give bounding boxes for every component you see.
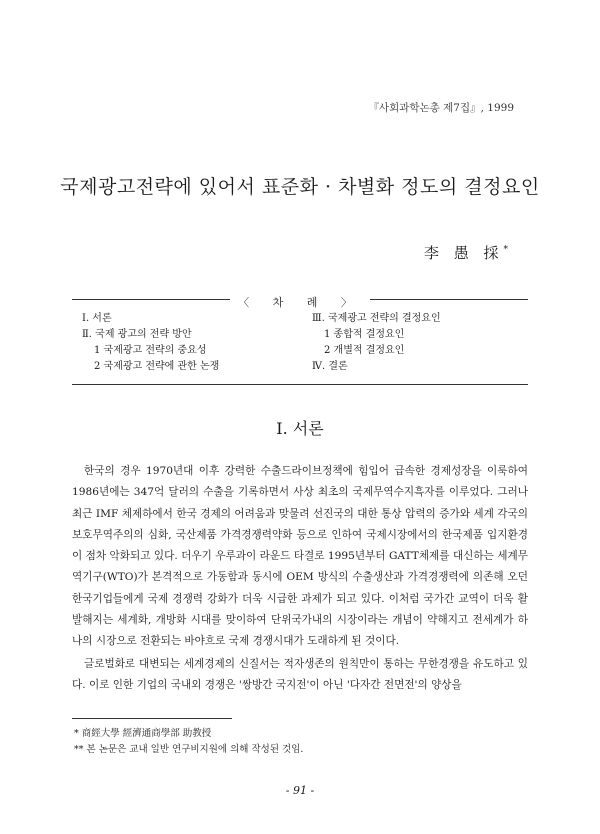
body-text — [72, 461, 528, 696]
toc-subitem: 1 종합적 결정요인 — [324, 329, 405, 340]
paragraph: 글로벌화로 대변되는 세계경제의 신질서는 적자생존의 원칙만이 통하는 무한경쟁을 유도하고 있다. 이로 인한 기업의 국내외 경쟁은 '쌍방간 국지전'이 아닌 '다자간 전면전'의 양상을 — [72, 657, 528, 691]
toc-subitem: 2 개별적 결정요인 — [324, 345, 405, 356]
footnotes — [74, 726, 303, 758]
page-number: - 91 - — [285, 784, 315, 797]
author-name: 李 愚 採 — [423, 244, 504, 262]
toc-item: Ⅱ. 국제 광고의 전략 방안 — [82, 329, 192, 340]
section-title: Ⅰ. 서론 — [276, 419, 324, 438]
toc-item: Ⅳ. 결론 — [312, 361, 348, 372]
toc-right-column — [312, 311, 441, 375]
toc-item: Ⅲ. 국제광고 전략의 결정요인 — [312, 313, 441, 324]
paper-title: 국제광고전략에 있어서 표준화 · 차별화 정도의 결정요인 — [60, 176, 540, 198]
paragraph: 한국의 경우 1970년대 이후 강력한 수출드라이브정책에 힘입어 급속한 경제성장을 이룩하여 1986년에는 347억 달러의 수출을 기록하면서 사상 최초의 국제무역수지흑자를 이루었다. 그러나 최근 IMF 체제하에서 한국 경제의 어려움과 맞물려 선진국의 대한 통상 압력의 증가와 세계 각국의 보호무역주의의 심화, 국산제품 가격경쟁력약화 등으로 인하여 국제시장에서의 한국제품 입지환경이 점차 악화되고 있다. 더우기 우루과이 라운드 타결로 1995년부터 GATT체제를 대신하는 세계무역기구(WTO)가 본격적으로 가동함과 동시에 OEM 방식의 수출생산과 가격경쟁력에 의존해 오던 한국기업들에게 국제 경쟁력 강화가 더욱 시급한 과제가 되고 있다. 이처럼 국가간 교역이 더욱 활발해지는 세계화, 개방화 시대를 맞이하여 단위국가내의 시장이라는 개념이 약해지고 전세계가 하나의 시장으로 전환되는 바야흐로 국제 경쟁시대가 도래하게 된 것이다. — [72, 465, 528, 648]
table-of-contents — [72, 296, 528, 385]
author-footnote-mark: * — [503, 245, 508, 255]
footnote: * 商經大學 經濟通商學部 助教授 — [74, 728, 212, 739]
toc-subitem: 1 국제광고 전략의 중요성 — [94, 345, 207, 356]
journal-reference: 『사회과학논총 제7집』, 1999 — [368, 102, 514, 114]
footnote-divider — [72, 718, 232, 719]
toc-subitem: 2 국제광고 전략에 관한 논쟁 — [94, 361, 220, 372]
footnote: ** 본 논문은 교내 일반 연구비지원에 의해 작성된 것임. — [74, 744, 304, 755]
toc-item: Ⅰ. 서론 — [82, 313, 112, 324]
toc-heading: 〈 차 례 〉 — [72, 291, 528, 310]
author — [424, 242, 508, 263]
toc-left-column — [82, 311, 219, 375]
